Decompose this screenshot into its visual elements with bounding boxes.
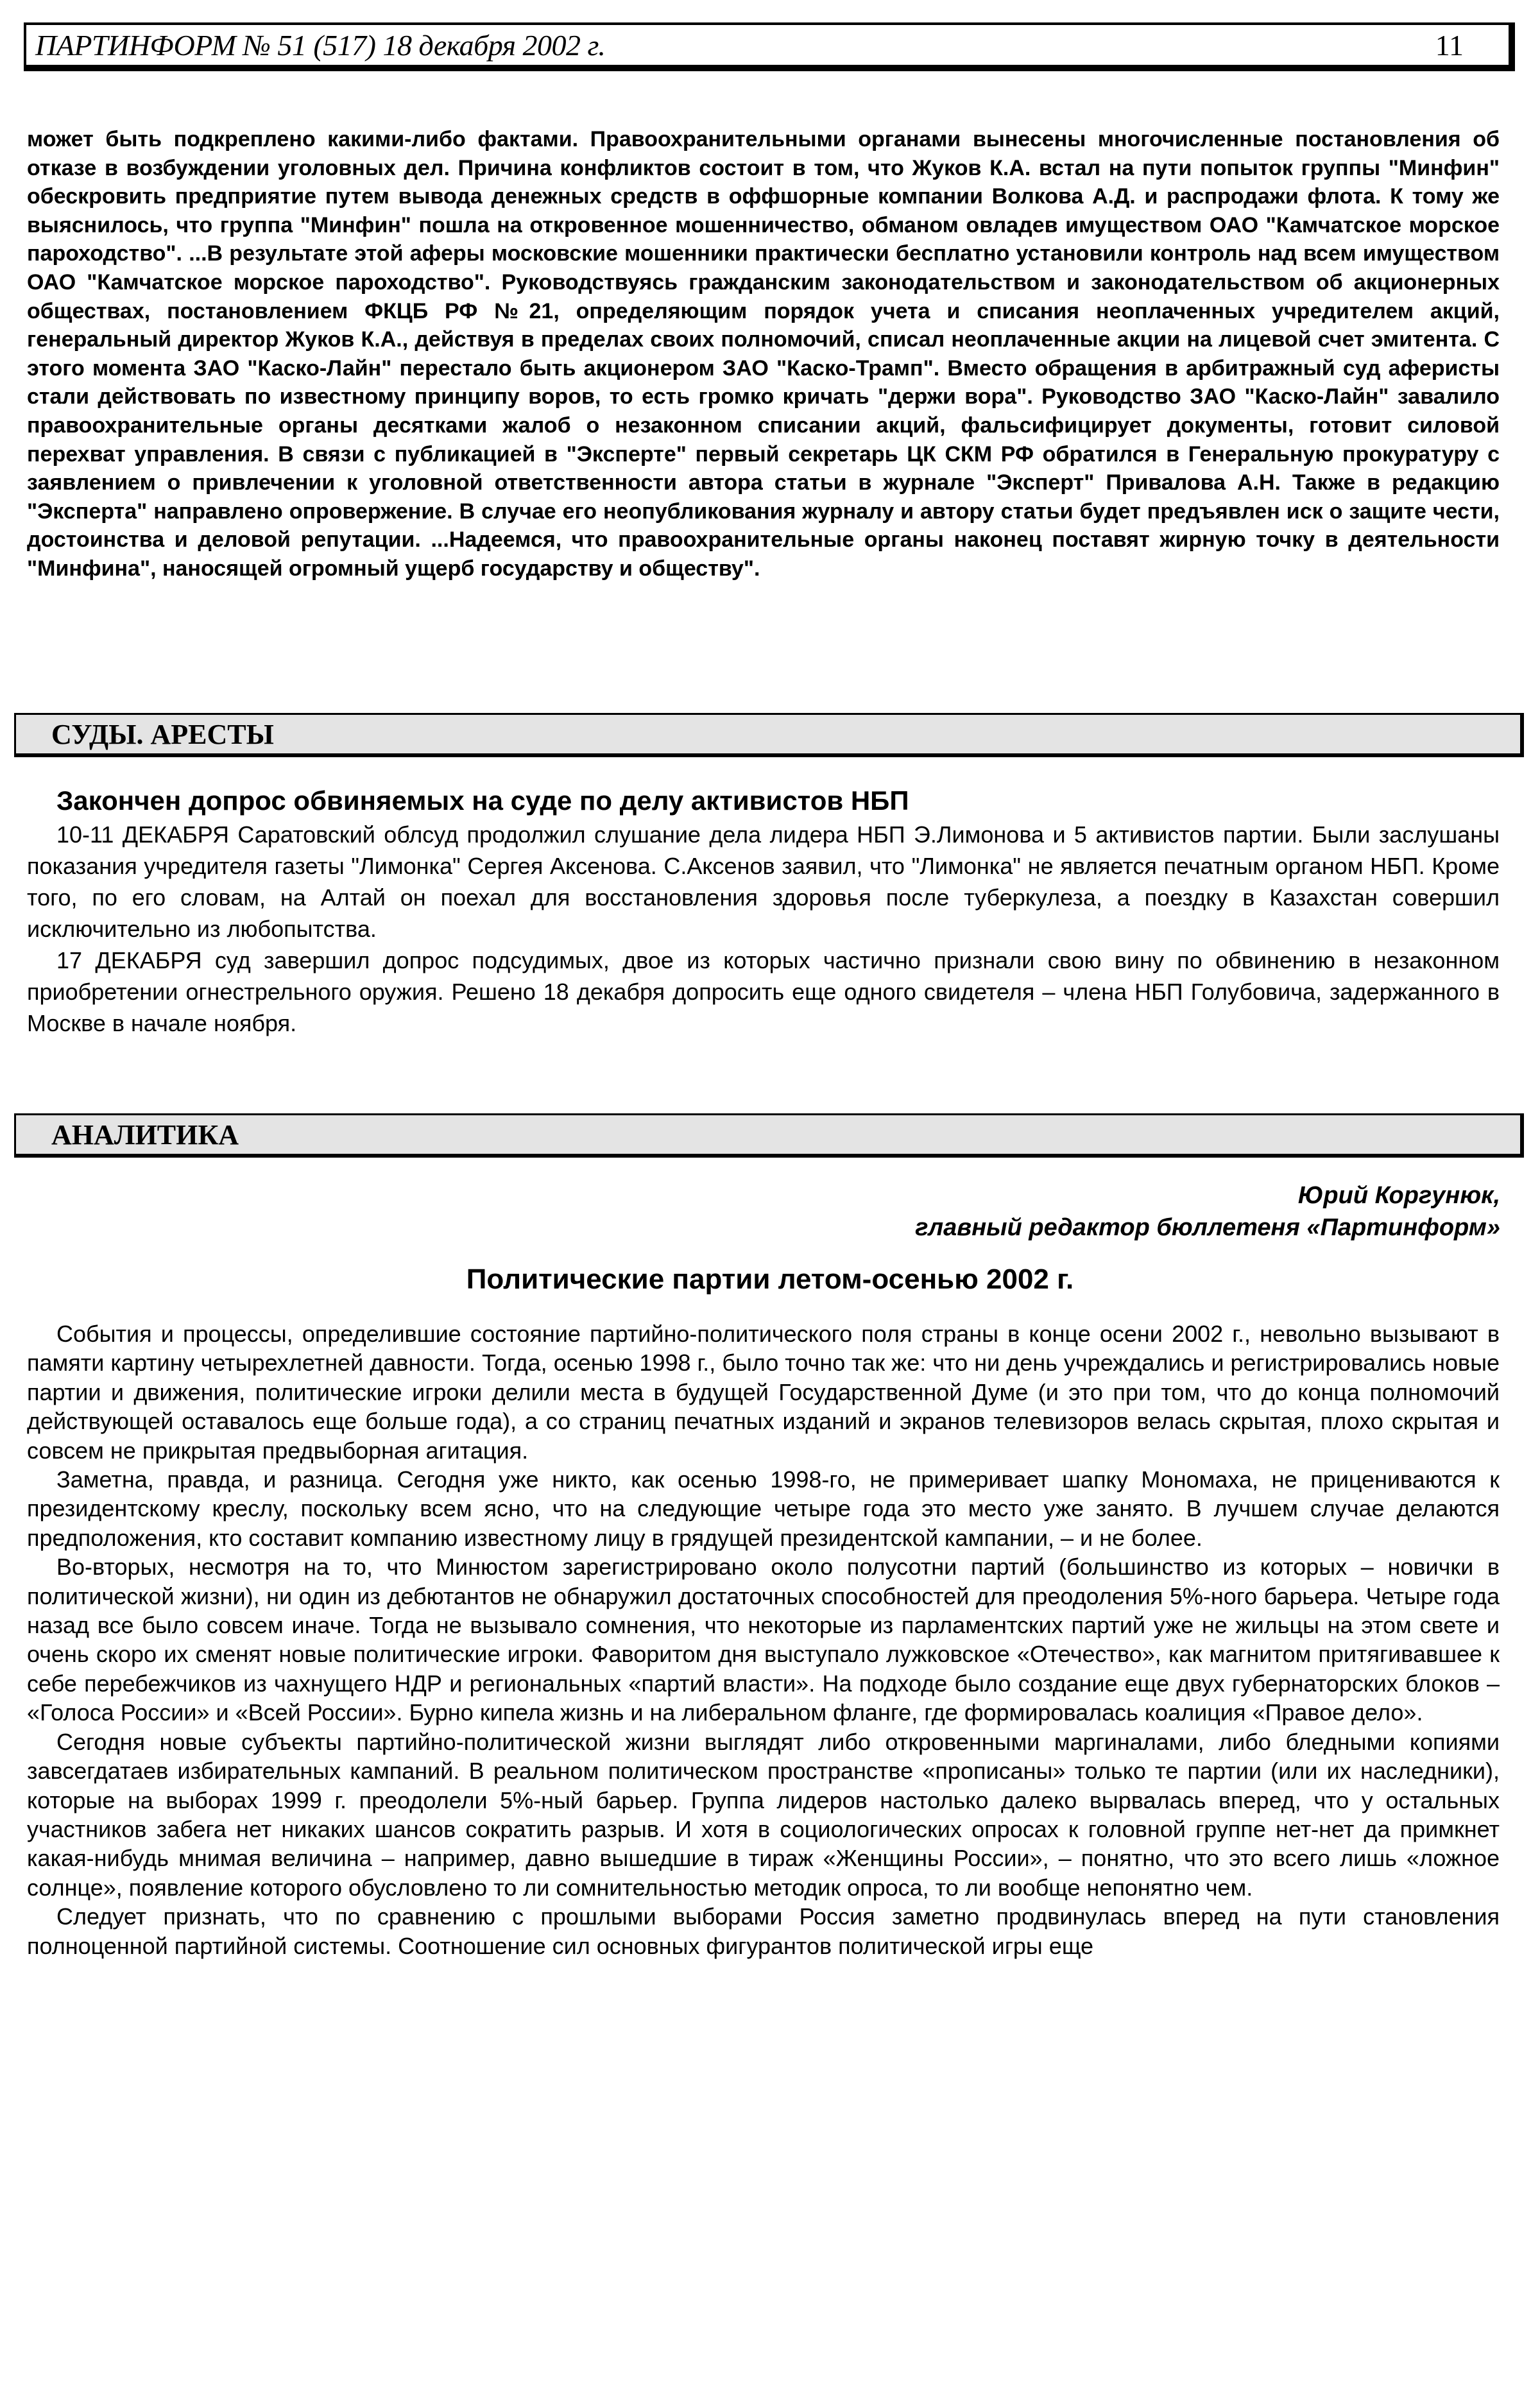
article-body [27, 1319, 1500, 1960]
page-number: 11 [1435, 29, 1464, 62]
section-header-analytics [14, 1113, 1524, 1158]
author-position: главный редактор бюллетеня «Партинформ» [915, 1214, 1500, 1241]
section-label: СУДЫ. АРЕСТЫ [51, 719, 274, 750]
intro-continuation [27, 125, 1500, 583]
article-paragraph: Во-вторых, несмотря на то, что Минюстом зарегистрировано около полусотни партий (большинство из которых – новички в политической жизни), ни один из дебютантов не обнаружил достаточных способностей для преодоления 5%-ного барьера. Четыре года назад все было совсем иначе. Тогда не вызывало сомнения, что некоторые из парламентских партий уже не жильцы на этом свете и очень скоро их сменят новые политические игроки. Фаворитом дня выступало лужковское «Отечество», как магнитом притягивавшее к себе перебежчиков из чахнущего НДР и региональных «партий власти». На подходе было создание еще двух губернаторских блоков – «Голоса России» и «Всей России». Бурно кипела жизнь и на либеральном фланге, где формировалась коалиция «Правое дело». [27, 1554, 1500, 1726]
page-header [24, 22, 1515, 71]
news-paragraph: 10-11 ДЕКАБРЯ Саратовский облсуд продолжил слушание дела лидера НБП Э.Лимонова и 5 активистов партии. Были заслушаны показания учредителя газеты "Лимонка" Сергея Аксенова. С.Аксенов заявил, что "Лимонка" не является печатным органом НБП. Кроме того, по его словам, на Алтай он поехал для восстановления здоровья после туберкулеза, а поездку в Казахстан совершил исключительно из любопытства. [27, 821, 1500, 942]
author-name: Юрий Коргунюк, [1297, 1182, 1500, 1209]
news-paragraph: 17 ДЕКАБРЯ суд завершил допрос подсудимых, двое из которых частично признали свою вину по обвинению в незаконном приобретении огнестрельного оружия. Решено 18 декабря допросить еще одного свидетеля – члена НБП Голубовича, задержанного в Москве в начале ноября. [27, 947, 1500, 1036]
news-headline: Закончен допрос обвиняемых на суде по делу активистов НБП [56, 785, 909, 816]
article-paragraph: Следует признать, что по сравнению с прошлыми выборами Россия заметно продвинулась вперед на пути становления полноценной партийной системы. Соотношение сил основных фигурантов политической игры еще [27, 1903, 1500, 1959]
news-body [27, 819, 1500, 1039]
byline [915, 1179, 1500, 1244]
article-paragraph: Сегодня новые субъекты партийно-политической жизни выглядят либо откровенными маргиналами, либо бледными копиями завсегдатаев избирательных кампаний. В реальном политическом пространстве «прописаны» только те партии (или их наследники), которые на выборах 1999 г. преодолели 5%-ный барьер. Группа лидеров настолько далеко вырвалась вперед, что у остальных участников забега нет никаких шансов сократить разрыв. И хотя в социологических опросах к головной группе нет-нет да примкнет какая-нибудь мнимая величина – например, давно вышедшие в тираж «Женщины России», – понятно, что это всего лишь «ложное солнце», появление которого обусловлено то ли сомнительностью методик опроса, то ли вообще непонятно чем. [27, 1728, 1500, 1901]
section-label: АНАЛИТИКА [51, 1119, 239, 1151]
article-paragraph: События и процессы, определившие состояние партийно-политического поля страны в конце осени 2002 г., невольно вызывают в памяти картину четырехлетней давности. Тогда, осенью 1998 г., было точно так же: что ни день учреждались и регистрировались новые партии и движения, политические игроки делили места в будущей Государственной Думе (и это при том, что до конца полномочий действующей оставалось еще больше года), а со страниц печатных изданий и экранов телевизоров велась скрытая, плохо скрытая и совсем не прикрытая предвыборная агитация. [27, 1321, 1500, 1464]
intro-paragraph: может быть подкреплено какими-либо фактами. Правоохранительными органами вынесены многочисленные постановления об отказе в возбуждении уголовных дел. Причина конфликтов состоит в том, что Жуков К.А. встал на пути попыток группы "Минфин" обескровить предприятие путем вывода денежных средств в оффшорные компании Волкова А.Д. и распродажи флота. К тому же выяснилось, что группа "Минфин" пошла на откровенное мошенничество, обманом овладев имуществом ОАО "Камчатское морское пароходство". ...В результате этой аферы московские мошенники практически бесплатно установили контроль над всем имуществом ОАО "Камчатское морское пароходство". Руководствуясь гражданским законодательством и законодательством об акционерных обществах, постановлением ФКЦБ РФ №21, определяющим порядок учета и списания неоплаченных учредителем акций, генеральный директор Жуков К.А., действуя в пределах своих полномочий, списал неоплаченные акции на лицевой счет эмитента. С этого момента ЗАО "Каско-Лайн" перестало быть акционером ЗАО "Каско-Трамп". Вместо обращения в арбитражный суд аферисты стали действовать по известному принципу воров, то есть громко кричать "держи вора". Руководство ЗАО "Каско-Лайн" завалило правоохранительные органы десятками жалоб о незаконном списании акций, фальсифицирует документы, готовит силовой перехват управления. В связи с публикацией в "Эксперте" первый секретарь ЦК СКМ РФ обратился в Генеральную прокуратуру с заявлением о привлечении к уголовной ответственности автора статьи в журнале "Эксперт" Привалова А.Н. Также в редакцию "Эксперта" направлено опровержение. В случае его неопубликования журналу и автору статьи будет предъявлен иск о защите чести, достоинства и деловой репутации. ...Надеемся, что правоохранительные органы наконец поставят жирную точку в деятельности "Минфина", наносящей огромный ущерб государству и обществу". [27, 127, 1500, 581]
publication-title: ПАРТИНФОРМ № 51 (517) 18 декабря 2002 г. [35, 29, 606, 62]
section-header-courts [14, 713, 1524, 757]
article-title: Политические партии летом-осенью 2002 г. [466, 1264, 1074, 1295]
article-paragraph: Заметна, правда, и разница. Сегодня уже никто, как осенью 1998-го, не примеривает шапку Мономаха, не прицениваются к президентскому креслу, поскольку всем ясно, что на следующие четыре года это место уже занято. В лучшем случае делаются предположения, кто составит компанию известному лицу в грядущей президентской кампании, – и не более. [27, 1466, 1500, 1551]
